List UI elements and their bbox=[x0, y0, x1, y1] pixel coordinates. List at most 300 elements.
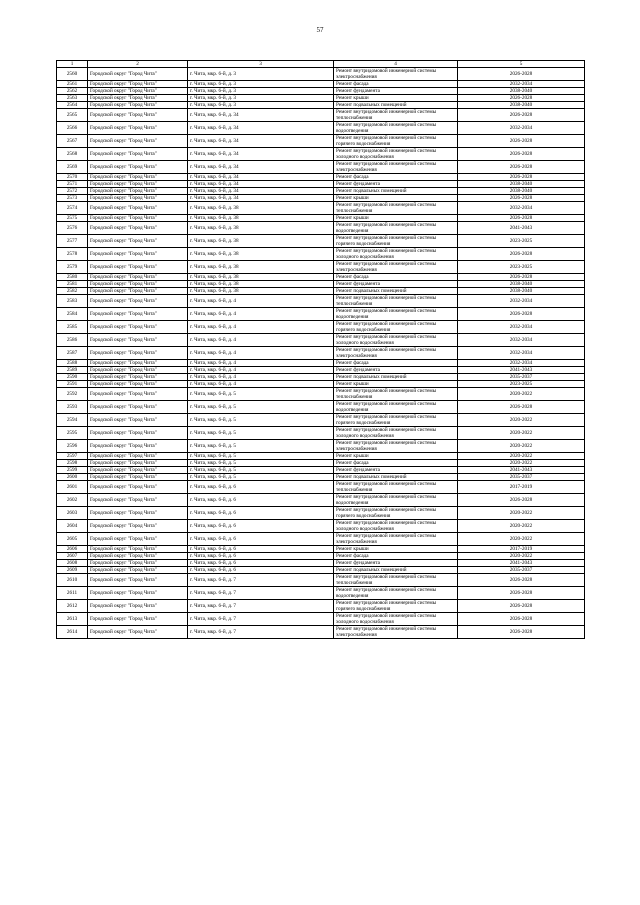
period-cell: 2026-2028 bbox=[458, 161, 585, 174]
period-cell: 2020-2022 bbox=[458, 460, 585, 467]
row-number-cell: 2609 bbox=[57, 567, 88, 574]
municipality-cell: Городской округ "Город Чита" bbox=[88, 574, 188, 587]
row-number-cell: 2608 bbox=[57, 560, 88, 567]
address-cell: г. Чита, мкр. 6-й, д. 34 bbox=[188, 122, 334, 135]
column-number-row bbox=[57, 61, 585, 68]
work-type-cell: Ремонт внутридомовой инженерной системы горячего водоснабжения bbox=[334, 600, 458, 613]
municipality-cell: Городской округ "Город Чита" bbox=[88, 401, 188, 414]
municipality-cell: Городской округ "Город Чита" bbox=[88, 467, 188, 474]
row-number-cell: 2569 bbox=[57, 161, 88, 174]
address-cell: г. Чита, мкр. 6-й, д. 5 bbox=[188, 401, 334, 414]
period-cell: 2032-2034 bbox=[458, 81, 585, 88]
work-type-cell: Ремонт внутридомовой инженерной системы водоотведения bbox=[334, 122, 458, 135]
table-row bbox=[57, 401, 585, 414]
address-cell: г. Чита, мкр. 6-й, д. 4 bbox=[188, 334, 334, 347]
work-type-cell: Ремонт внутридомовой инженерной системы холодного водоснабжения bbox=[334, 613, 458, 626]
period-cell: 2026-2028 bbox=[458, 308, 585, 321]
municipality-cell: Городской округ "Город Чита" bbox=[88, 188, 188, 195]
table-row bbox=[57, 68, 585, 81]
table-row bbox=[57, 374, 585, 381]
municipality-cell: Городской округ "Город Чита" bbox=[88, 520, 188, 533]
period-cell: 2026-2028 bbox=[458, 401, 585, 414]
table-row bbox=[57, 95, 585, 102]
period-cell: 2038-2040 bbox=[458, 181, 585, 188]
row-number-cell: 2588 bbox=[57, 360, 88, 367]
row-number-cell: 2563 bbox=[57, 95, 88, 102]
work-type-cell: Ремонт крыши bbox=[334, 95, 458, 102]
work-type-cell: Ремонт фундамента bbox=[334, 467, 458, 474]
row-number-cell: 2586 bbox=[57, 334, 88, 347]
table-body bbox=[57, 68, 585, 639]
work-type-cell: Ремонт подвальных помещений bbox=[334, 474, 458, 481]
address-cell: г. Чита, мкр. 6-й, д. 5 bbox=[188, 467, 334, 474]
row-number-cell: 2599 bbox=[57, 467, 88, 474]
period-cell: 2041-2043 bbox=[458, 467, 585, 474]
table-row bbox=[57, 388, 585, 401]
period-cell: 2032-2034 bbox=[458, 295, 585, 308]
municipality-cell: Городской округ "Город Чита" bbox=[88, 195, 188, 202]
row-number-cell: 2610 bbox=[57, 574, 88, 587]
period-cell: 2020-2022 bbox=[458, 507, 585, 520]
row-number-cell: 2577 bbox=[57, 235, 88, 248]
address-cell: г. Чита, мкр. 6-й, д. 5 bbox=[188, 460, 334, 467]
address-cell: г. Чита, мкр. 6-й, д. 7 bbox=[188, 587, 334, 600]
work-type-cell: Ремонт внутридомовой инженерной системы горячего водоснабжения bbox=[334, 507, 458, 520]
row-number-cell: 2583 bbox=[57, 295, 88, 308]
work-type-cell: Ремонт подвальных помещений bbox=[334, 102, 458, 109]
period-cell: 2020-2022 bbox=[458, 440, 585, 453]
address-cell: г. Чита, мкр. 6-й, д. 6 bbox=[188, 546, 334, 553]
municipality-cell: Городской округ "Город Чита" bbox=[88, 440, 188, 453]
address-cell: г. Чита, мкр. 6-й, д. 38 bbox=[188, 235, 334, 248]
address-cell: г. Чита, мкр. 6-й, д. 34 bbox=[188, 135, 334, 148]
row-number-cell: 2578 bbox=[57, 248, 88, 261]
table-row bbox=[57, 215, 585, 222]
period-cell: 2017-2019 bbox=[458, 481, 585, 494]
municipality-cell: Городской округ "Город Чита" bbox=[88, 235, 188, 248]
municipality-cell: Городской округ "Город Чита" bbox=[88, 222, 188, 235]
municipality-cell: Городской округ "Город Чита" bbox=[88, 600, 188, 613]
address-cell: г. Чита, мкр. 6-й, д. 4 bbox=[188, 308, 334, 321]
municipality-cell: Городской округ "Город Чита" bbox=[88, 95, 188, 102]
table-row bbox=[57, 248, 585, 261]
table-row bbox=[57, 181, 585, 188]
row-number-cell: 2612 bbox=[57, 600, 88, 613]
table-row bbox=[57, 102, 585, 109]
address-cell: г. Чита, мкр. 6-й, д. 34 bbox=[188, 181, 334, 188]
address-cell: г. Чита, мкр. 6-й, д. 5 bbox=[188, 474, 334, 481]
municipality-cell: Городской округ "Город Чита" bbox=[88, 553, 188, 560]
municipality-cell: Городской округ "Город Чита" bbox=[88, 381, 188, 388]
period-cell: 2038-2040 bbox=[458, 188, 585, 195]
address-cell: г. Чита, мкр. 6-й, д. 7 bbox=[188, 600, 334, 613]
table-row bbox=[57, 281, 585, 288]
municipality-cell: Городской округ "Город Чита" bbox=[88, 414, 188, 427]
address-cell: г. Чита, мкр. 6-й, д. 5 bbox=[188, 440, 334, 453]
period-cell: 2023-2025 bbox=[458, 235, 585, 248]
work-type-cell: Ремонт внутридомовой инженерной системы водоотведения bbox=[334, 401, 458, 414]
table-row bbox=[57, 347, 585, 360]
period-cell: 2032-2034 bbox=[458, 360, 585, 367]
period-cell: 2026-2028 bbox=[458, 248, 585, 261]
table-row bbox=[57, 613, 585, 626]
row-number-cell: 2580 bbox=[57, 274, 88, 281]
row-number-cell: 2607 bbox=[57, 553, 88, 560]
municipality-cell: Городской округ "Город Чита" bbox=[88, 274, 188, 281]
municipality-cell: Городской округ "Город Чита" bbox=[88, 374, 188, 381]
period-cell: 2026-2028 bbox=[458, 135, 585, 148]
municipality-cell: Городской округ "Город Чита" bbox=[88, 281, 188, 288]
row-number-cell: 2611 bbox=[57, 587, 88, 600]
period-cell: 2026-2028 bbox=[458, 613, 585, 626]
municipality-cell: Городской округ "Город Чита" bbox=[88, 88, 188, 95]
municipality-cell: Городской округ "Город Чита" bbox=[88, 202, 188, 215]
table-row bbox=[57, 195, 585, 202]
work-type-cell: Ремонт внутридомовой инженерной системы горячего водоснабжения bbox=[334, 135, 458, 148]
column-header: 4 bbox=[334, 61, 458, 68]
municipality-cell: Городской округ "Город Чита" bbox=[88, 122, 188, 135]
municipality-cell: Городской округ "Город Чита" bbox=[88, 288, 188, 295]
period-cell: 2032-2034 bbox=[458, 321, 585, 334]
period-cell: 2020-2022 bbox=[458, 553, 585, 560]
work-type-cell: Ремонт внутридомовой инженерной системы электроснабжения bbox=[334, 161, 458, 174]
work-type-cell: Ремонт фасада bbox=[334, 274, 458, 281]
municipality-cell: Городской округ "Город Чита" bbox=[88, 161, 188, 174]
address-cell: г. Чита, мкр. 6-й, д. 38 bbox=[188, 261, 334, 274]
capital-repair-table bbox=[56, 60, 585, 639]
table-row bbox=[57, 109, 585, 122]
address-cell: г. Чита, мкр. 6-й, д. 4 bbox=[188, 295, 334, 308]
work-type-cell: Ремонт подвальных помещений bbox=[334, 188, 458, 195]
table-row bbox=[57, 161, 585, 174]
period-cell: 2026-2028 bbox=[458, 600, 585, 613]
table-row bbox=[57, 467, 585, 474]
work-type-cell: Ремонт фасада bbox=[334, 553, 458, 560]
table-row bbox=[57, 148, 585, 161]
address-cell: г. Чита, мкр. 6-й, д. 7 bbox=[188, 626, 334, 639]
table-row bbox=[57, 560, 585, 567]
work-type-cell: Ремонт фундамента bbox=[334, 181, 458, 188]
municipality-cell: Городской округ "Город Чита" bbox=[88, 68, 188, 81]
row-number-cell: 2562 bbox=[57, 88, 88, 95]
period-cell: 2026-2028 bbox=[458, 174, 585, 181]
row-number-cell: 2579 bbox=[57, 261, 88, 274]
work-type-cell: Ремонт внутридомовой инженерной системы теплоснабжения bbox=[334, 388, 458, 401]
municipality-cell: Городской округ "Город Чита" bbox=[88, 367, 188, 374]
row-number-cell: 2613 bbox=[57, 613, 88, 626]
row-number-cell: 2587 bbox=[57, 347, 88, 360]
address-cell: г. Чита, мкр. 6-й, д. 38 bbox=[188, 248, 334, 261]
table-row bbox=[57, 414, 585, 427]
period-cell: 2032-2034 bbox=[458, 334, 585, 347]
address-cell: г. Чита, мкр. 6-й, д. 34 bbox=[188, 148, 334, 161]
work-type-cell: Ремонт внутридомовой инженерной системы водоотведения bbox=[334, 587, 458, 600]
address-cell: г. Чита, мкр. 6-й, д. 34 bbox=[188, 188, 334, 195]
row-number-cell: 2590 bbox=[57, 374, 88, 381]
table-row bbox=[57, 367, 585, 374]
municipality-cell: Городской округ "Город Чита" bbox=[88, 347, 188, 360]
row-number-cell: 2573 bbox=[57, 195, 88, 202]
table-row bbox=[57, 122, 585, 135]
table-row bbox=[57, 440, 585, 453]
row-number-cell: 2565 bbox=[57, 109, 88, 122]
table-row bbox=[57, 600, 585, 613]
address-cell: г. Чита, мкр. 6-й, д. 5 bbox=[188, 414, 334, 427]
address-cell: г. Чита, мкр. 6-й, д. 5 bbox=[188, 453, 334, 460]
row-number-cell: 2605 bbox=[57, 533, 88, 546]
period-cell: 2020-2022 bbox=[458, 414, 585, 427]
table-row bbox=[57, 202, 585, 215]
period-cell: 2041-2043 bbox=[458, 222, 585, 235]
address-cell: г. Чита, мкр. 6-й, д. 3 bbox=[188, 102, 334, 109]
period-cell: 2035-2037 bbox=[458, 474, 585, 481]
address-cell: г. Чита, мкр. 6-й, д. 6 bbox=[188, 507, 334, 520]
work-type-cell: Ремонт внутридомовой инженерной системы водоотведения bbox=[334, 308, 458, 321]
work-type-cell: Ремонт подвальных помещений bbox=[334, 567, 458, 574]
work-type-cell: Ремонт внутридомовой инженерной системы горячего водоснабжения bbox=[334, 235, 458, 248]
period-cell: 2026-2028 bbox=[458, 274, 585, 281]
work-type-cell: Ремонт внутридомовой инженерной системы электроснабжения bbox=[334, 440, 458, 453]
address-cell: г. Чита, мкр. 6-й, д. 3 bbox=[188, 95, 334, 102]
period-cell: 2023-2025 bbox=[458, 261, 585, 274]
work-type-cell: Ремонт подвальных помещений bbox=[334, 374, 458, 381]
period-cell: 2035-2037 bbox=[458, 374, 585, 381]
municipality-cell: Городской округ "Город Чита" bbox=[88, 481, 188, 494]
table-row bbox=[57, 546, 585, 553]
municipality-cell: Городской округ "Город Чита" bbox=[88, 295, 188, 308]
row-number-cell: 2606 bbox=[57, 546, 88, 553]
period-cell: 2026-2028 bbox=[458, 587, 585, 600]
work-type-cell: Ремонт внутридомовой инженерной системы электроснабжения bbox=[334, 626, 458, 639]
row-number-cell: 2602 bbox=[57, 494, 88, 507]
address-cell: г. Чита, мкр. 6-й, д. 38 bbox=[188, 202, 334, 215]
row-number-cell: 2600 bbox=[57, 474, 88, 481]
address-cell: г. Чита, мкр. 6-й, д. 6 bbox=[188, 553, 334, 560]
table-row bbox=[57, 474, 585, 481]
column-header: 2 bbox=[88, 61, 188, 68]
row-number-cell: 2571 bbox=[57, 181, 88, 188]
period-cell: 2026-2028 bbox=[458, 148, 585, 161]
period-cell: 2017-2019 bbox=[458, 546, 585, 553]
row-number-cell: 2614 bbox=[57, 626, 88, 639]
municipality-cell: Городской округ "Город Чита" bbox=[88, 360, 188, 367]
work-type-cell: Ремонт крыши bbox=[334, 546, 458, 553]
period-cell: 2023-2025 bbox=[458, 381, 585, 388]
table-row bbox=[57, 308, 585, 321]
work-type-cell: Ремонт внутридомовой инженерной системы электроснабжения bbox=[334, 347, 458, 360]
table-row bbox=[57, 481, 585, 494]
address-cell: г. Чита, мкр. 6-й, д. 34 bbox=[188, 161, 334, 174]
work-type-cell: Ремонт внутридомовой инженерной системы холодного водоснабжения bbox=[334, 248, 458, 261]
table-row bbox=[57, 567, 585, 574]
column-header: 5 bbox=[458, 61, 585, 68]
period-cell: 2026-2028 bbox=[458, 195, 585, 202]
work-type-cell: Ремонт внутридомовой инженерной системы теплоснабжения bbox=[334, 109, 458, 122]
row-number-cell: 2568 bbox=[57, 148, 88, 161]
table-row bbox=[57, 360, 585, 367]
table-row bbox=[57, 261, 585, 274]
period-cell: 2038-2040 bbox=[458, 88, 585, 95]
work-type-cell: Ремонт крыши bbox=[334, 381, 458, 388]
municipality-cell: Городской округ "Город Чита" bbox=[88, 613, 188, 626]
period-cell: 2038-2040 bbox=[458, 102, 585, 109]
period-cell: 2032-2034 bbox=[458, 122, 585, 135]
work-type-cell: Ремонт крыши bbox=[334, 453, 458, 460]
row-number-cell: 2601 bbox=[57, 481, 88, 494]
work-type-cell: Ремонт внутридомовой инженерной системы холодного водоснабжения bbox=[334, 427, 458, 440]
table-row bbox=[57, 381, 585, 388]
municipality-cell: Городской округ "Город Чита" bbox=[88, 109, 188, 122]
period-cell: 2020-2022 bbox=[458, 427, 585, 440]
address-cell: г. Чита, мкр. 6-й, д. 6 bbox=[188, 494, 334, 507]
municipality-cell: Городской округ "Город Чита" bbox=[88, 460, 188, 467]
period-cell: 2032-2034 bbox=[458, 202, 585, 215]
work-type-cell: Ремонт фасада bbox=[334, 174, 458, 181]
work-type-cell: Ремонт фундамента bbox=[334, 281, 458, 288]
address-cell: г. Чита, мкр. 6-й, д. 3 bbox=[188, 88, 334, 95]
table-row bbox=[57, 520, 585, 533]
work-type-cell: Ремонт внутридомовой инженерной системы горячего водоснабжения bbox=[334, 414, 458, 427]
row-number-cell: 2570 bbox=[57, 174, 88, 181]
period-cell: 2026-2028 bbox=[458, 574, 585, 587]
work-type-cell: Ремонт внутридомовой инженерной системы теплоснабжения bbox=[334, 574, 458, 587]
table-row bbox=[57, 88, 585, 95]
table-row bbox=[57, 626, 585, 639]
row-number-cell: 2596 bbox=[57, 440, 88, 453]
row-number-cell: 2582 bbox=[57, 288, 88, 295]
row-number-cell: 2574 bbox=[57, 202, 88, 215]
row-number-cell: 2589 bbox=[57, 367, 88, 374]
municipality-cell: Городской округ "Город Чита" bbox=[88, 626, 188, 639]
period-cell: 2026-2028 bbox=[458, 68, 585, 81]
table-row bbox=[57, 453, 585, 460]
work-type-cell: Ремонт внутридомовой инженерной системы электроснабжения bbox=[334, 533, 458, 546]
table-row bbox=[57, 295, 585, 308]
period-cell: 2020-2022 bbox=[458, 453, 585, 460]
address-cell: г. Чита, мкр. 6-й, д. 4 bbox=[188, 347, 334, 360]
address-cell: г. Чита, мкр. 6-й, д. 5 bbox=[188, 427, 334, 440]
work-type-cell: Ремонт подвальных помещений bbox=[334, 288, 458, 295]
row-number-cell: 2595 bbox=[57, 427, 88, 440]
municipality-cell: Городской округ "Город Чита" bbox=[88, 334, 188, 347]
page-number: 57 bbox=[316, 26, 324, 34]
municipality-cell: Городской округ "Город Чита" bbox=[88, 567, 188, 574]
row-number-cell: 2603 bbox=[57, 507, 88, 520]
municipality-cell: Городской округ "Город Чита" bbox=[88, 181, 188, 188]
row-number-cell: 2567 bbox=[57, 135, 88, 148]
work-type-cell: Ремонт фасада bbox=[334, 81, 458, 88]
address-cell: г. Чита, мкр. 6-й, д. 38 bbox=[188, 222, 334, 235]
municipality-cell: Городской округ "Город Чита" bbox=[88, 248, 188, 261]
work-type-cell: Ремонт крыши bbox=[334, 215, 458, 222]
work-type-cell: Ремонт внутридомовой инженерной системы холодного водоснабжения bbox=[334, 520, 458, 533]
row-number-cell: 2575 bbox=[57, 215, 88, 222]
row-number-cell: 2597 bbox=[57, 453, 88, 460]
row-number-cell: 2604 bbox=[57, 520, 88, 533]
address-cell: г. Чита, мкр. 6-й, д. 34 bbox=[188, 174, 334, 181]
address-cell: г. Чита, мкр. 6-й, д. 6 bbox=[188, 567, 334, 574]
work-type-cell: Ремонт внутридомовой инженерной системы горячего водоснабжения bbox=[334, 321, 458, 334]
table-row bbox=[57, 460, 585, 467]
address-cell: г. Чита, мкр. 6-й, д. 6 bbox=[188, 481, 334, 494]
table-row bbox=[57, 427, 585, 440]
table-row bbox=[57, 574, 585, 587]
table-row bbox=[57, 235, 585, 248]
address-cell: г. Чита, мкр. 6-й, д. 3 bbox=[188, 81, 334, 88]
municipality-cell: Городской округ "Город Чита" bbox=[88, 494, 188, 507]
row-number-cell: 2572 bbox=[57, 188, 88, 195]
address-cell: г. Чита, мкр. 6-й, д. 7 bbox=[188, 613, 334, 626]
work-type-cell: Ремонт внутридомовой инженерной системы водоотведения bbox=[334, 222, 458, 235]
period-cell: 2026-2028 bbox=[458, 109, 585, 122]
table-row bbox=[57, 334, 585, 347]
work-type-cell: Ремонт внутридомовой инженерной системы холодного водоснабжения bbox=[334, 148, 458, 161]
municipality-cell: Городской округ "Город Чита" bbox=[88, 215, 188, 222]
period-cell: 2020-2022 bbox=[458, 533, 585, 546]
work-type-cell: Ремонт фасада bbox=[334, 460, 458, 467]
address-cell: г. Чита, мкр. 6-й, д. 38 bbox=[188, 281, 334, 288]
table-row bbox=[57, 81, 585, 88]
municipality-cell: Городской округ "Город Чита" bbox=[88, 102, 188, 109]
work-type-cell: Ремонт крыши bbox=[334, 195, 458, 202]
row-number-cell: 2566 bbox=[57, 122, 88, 135]
address-cell: г. Чита, мкр. 6-й, д. 5 bbox=[188, 388, 334, 401]
table-row bbox=[57, 135, 585, 148]
table-row bbox=[57, 288, 585, 295]
table-row bbox=[57, 507, 585, 520]
municipality-cell: Городской округ "Город Чита" bbox=[88, 533, 188, 546]
table-row bbox=[57, 553, 585, 560]
municipality-cell: Городской округ "Город Чита" bbox=[88, 507, 188, 520]
address-cell: г. Чита, мкр. 6-й, д. 34 bbox=[188, 109, 334, 122]
table-row bbox=[57, 587, 585, 600]
work-type-cell: Ремонт внутридомовой инженерной системы электроснабжения bbox=[334, 261, 458, 274]
work-type-cell: Ремонт фундамента bbox=[334, 367, 458, 374]
row-number-cell: 2584 bbox=[57, 308, 88, 321]
address-cell: г. Чита, мкр. 6-й, д. 4 bbox=[188, 374, 334, 381]
row-number-cell: 2561 bbox=[57, 81, 88, 88]
period-cell: 2038-2040 bbox=[458, 288, 585, 295]
municipality-cell: Городской округ "Город Чита" bbox=[88, 546, 188, 553]
address-cell: г. Чита, мкр. 6-й, д. 4 bbox=[188, 367, 334, 374]
address-cell: г. Чита, мкр. 6-й, д. 38 bbox=[188, 274, 334, 281]
period-cell: 2041-2043 bbox=[458, 560, 585, 567]
municipality-cell: Городской округ "Город Чита" bbox=[88, 135, 188, 148]
work-type-cell: Ремонт внутридомовой инженерной системы водоотведения bbox=[334, 494, 458, 507]
address-cell: г. Чита, мкр. 6-й, д. 6 bbox=[188, 520, 334, 533]
period-cell: 2026-2028 bbox=[458, 95, 585, 102]
address-cell: г. Чита, мкр. 6-й, д. 4 bbox=[188, 321, 334, 334]
work-type-cell: Ремонт фундамента bbox=[334, 88, 458, 95]
table-row bbox=[57, 494, 585, 507]
row-number-cell: 2598 bbox=[57, 460, 88, 467]
period-cell: 2032-2034 bbox=[458, 347, 585, 360]
work-type-cell: Ремонт фундамента bbox=[334, 560, 458, 567]
address-cell: г. Чита, мкр. 6-й, д. 7 bbox=[188, 574, 334, 587]
column-header: 3 bbox=[188, 61, 334, 68]
row-number-cell: 2585 bbox=[57, 321, 88, 334]
table-row bbox=[57, 174, 585, 181]
table-row bbox=[57, 222, 585, 235]
address-cell: г. Чита, мкр. 6-й, д. 38 bbox=[188, 288, 334, 295]
municipality-cell: Городской округ "Город Чита" bbox=[88, 261, 188, 274]
row-number-cell: 2593 bbox=[57, 401, 88, 414]
address-cell: г. Чита, мкр. 6-й, д. 4 bbox=[188, 360, 334, 367]
period-cell: 2035-2037 bbox=[458, 567, 585, 574]
row-number-cell: 2594 bbox=[57, 414, 88, 427]
work-type-cell: Ремонт внутридомовой инженерной системы холодного водоснабжения bbox=[334, 334, 458, 347]
period-cell: 2038-2040 bbox=[458, 281, 585, 288]
